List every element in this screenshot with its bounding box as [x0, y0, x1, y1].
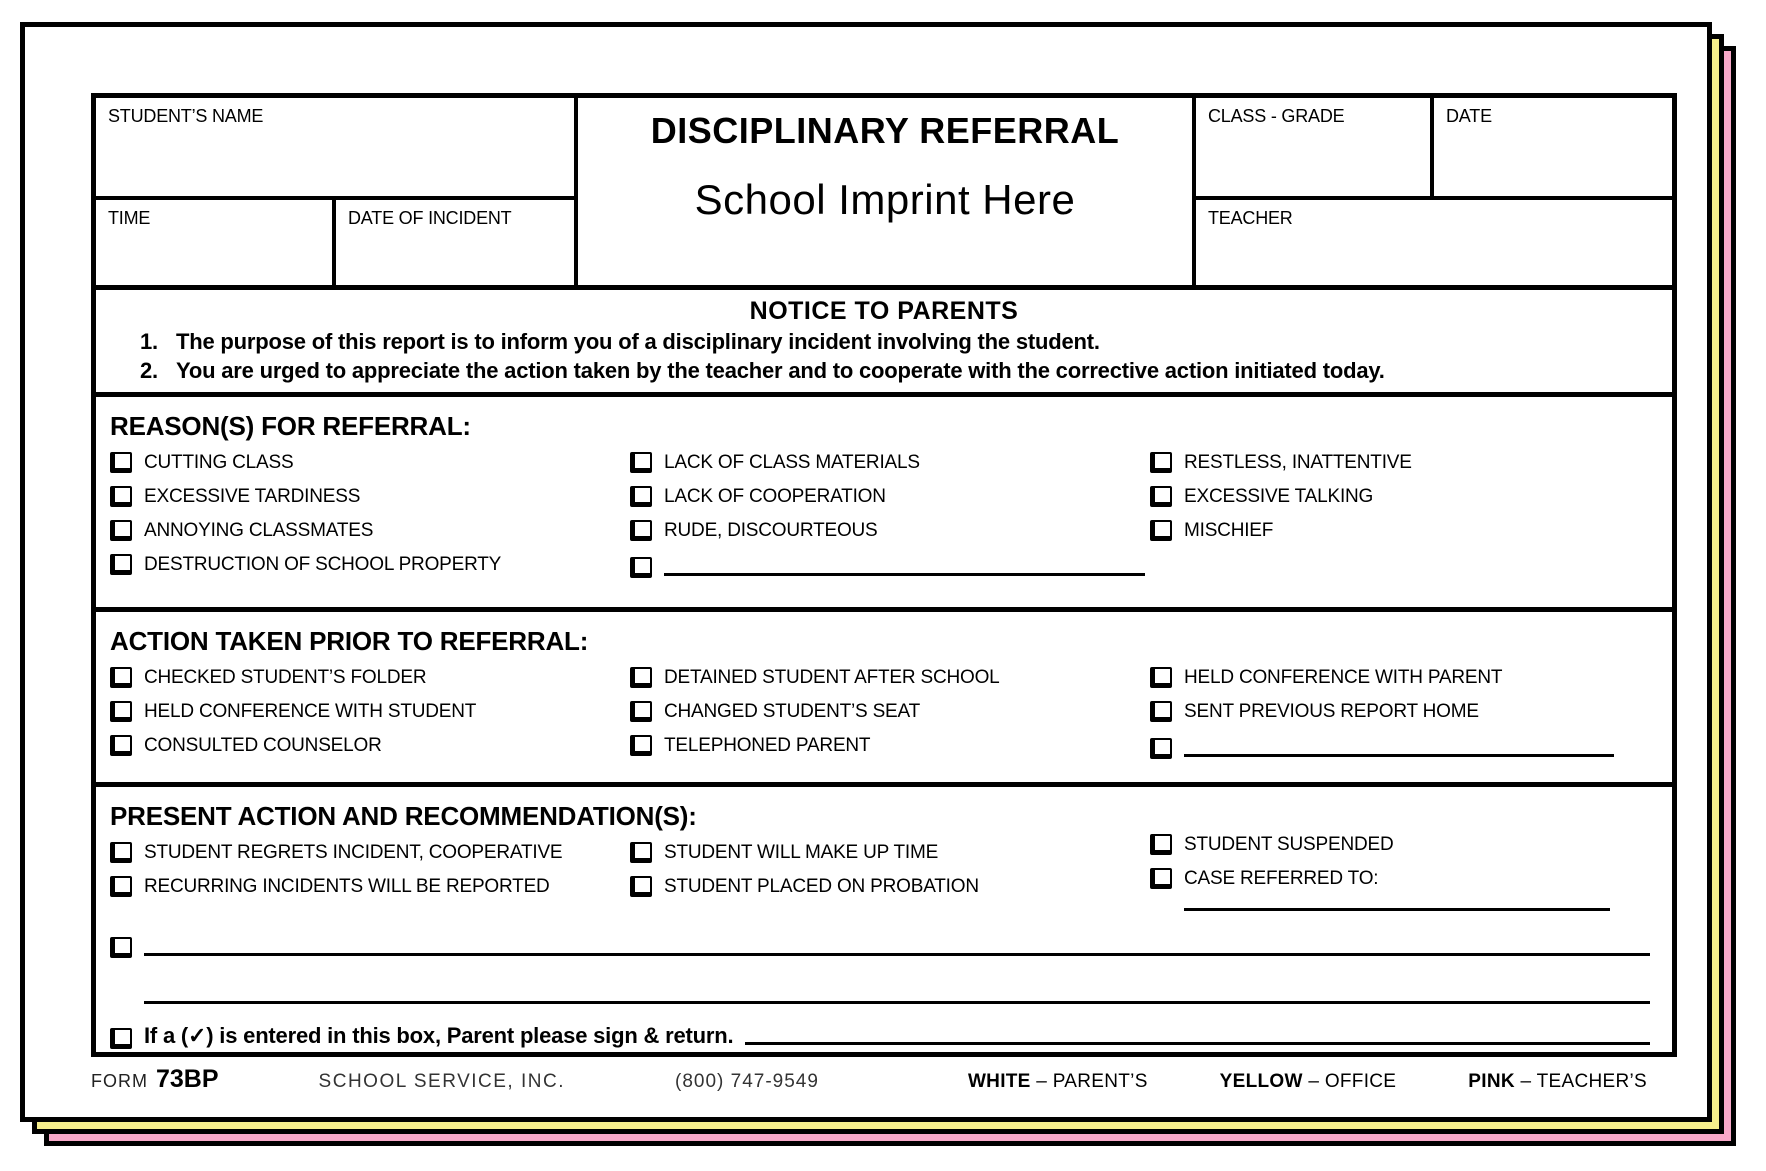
reasons-section — [96, 397, 1672, 612]
checkbox-icon[interactable] — [1150, 452, 1172, 473]
reason-label: CUTTING CLASS — [144, 451, 294, 473]
copy-color: YELLOW — [1219, 1071, 1303, 1092]
checkbox-icon[interactable] — [1150, 868, 1172, 889]
reason-other — [630, 551, 1145, 578]
notice-item-2-text: You are urged to appreciate the action taken by the teacher and to cooperate with the corrective action initiated today. — [176, 358, 1385, 383]
reason-restless-inattentive — [1150, 449, 1665, 476]
class-grade-label: CLASS - GRADE — [1208, 106, 1345, 126]
copy-recipient: PARENT’S — [1052, 1071, 1148, 1092]
checkbox-icon[interactable] — [110, 667, 132, 688]
present-student-suspended — [1150, 831, 1665, 858]
reason-label: RUDE, DISCOURTEOUS — [664, 519, 878, 541]
present-label: STUDENT REGRETS INCIDENT, COOPERATIVE — [144, 841, 563, 863]
checkbox-icon[interactable] — [630, 557, 652, 578]
action-label: DETAINED STUDENT AFTER SCHOOL — [664, 666, 1000, 688]
present-action-section — [96, 787, 1672, 1054]
action-label: CHANGED STUDENT’S SEAT — [664, 700, 920, 722]
notice-item-2-number: 2. — [140, 358, 158, 383]
student-name-label: STUDENT’S NAME — [108, 106, 264, 126]
present-placed-probation — [630, 873, 1145, 900]
parent-sign-row — [110, 1023, 1650, 1049]
action-other — [1150, 732, 1665, 759]
reason-annoying-classmates — [110, 517, 625, 544]
form-number: 73BP — [156, 1065, 219, 1093]
date-field[interactable] — [1434, 98, 1672, 196]
checkbox-icon[interactable] — [630, 452, 652, 473]
header-center-column — [574, 98, 1196, 285]
school-imprint-placeholder: School Imprint Here — [694, 176, 1076, 223]
reason-label: EXCESSIVE TARDINESS — [144, 485, 361, 507]
checkbox-icon[interactable] — [110, 876, 132, 897]
time-date-row — [96, 200, 574, 285]
reason-label: RESTLESS, INATTENTIVE — [1184, 451, 1412, 473]
checkbox-icon[interactable] — [1150, 834, 1172, 855]
checkbox-icon[interactable] — [1150, 520, 1172, 541]
reason-label: LACK OF COOPERATION — [664, 485, 886, 507]
action-conference-student — [110, 698, 625, 725]
date-label: DATE — [1446, 106, 1492, 126]
checkbox-icon[interactable] — [110, 520, 132, 541]
checkbox-icon[interactable] — [110, 735, 132, 756]
present-make-up-time — [630, 839, 1145, 866]
reason-label: EXCESSIVE TALKING — [1184, 485, 1374, 507]
notice-heading: NOTICE TO PARENTS — [749, 297, 1019, 325]
present-label: STUDENT SUSPENDED — [1184, 833, 1394, 855]
action-label: HELD CONFERENCE WITH PARENT — [1184, 666, 1503, 688]
checkbox-icon[interactable] — [1150, 667, 1172, 688]
copy-legend — [968, 1071, 1647, 1093]
action-conference-parent — [1150, 664, 1665, 691]
teacher-field[interactable] — [1196, 200, 1672, 285]
notice-item-1 — [140, 329, 1672, 355]
action-sent-report-home — [1150, 698, 1665, 725]
class-grade-date-row — [1196, 98, 1672, 200]
prior-action-section — [96, 612, 1672, 787]
form-title: DISCIPLINARY REFERRAL — [650, 110, 1120, 151]
form-border-box — [91, 93, 1677, 1057]
action-consulted-counselor — [110, 732, 625, 759]
header-right-column — [1196, 98, 1672, 285]
form-footer — [91, 1065, 1647, 1094]
white-copy-sheet — [20, 22, 1712, 1122]
reason-mischief — [1150, 517, 1665, 544]
copy-color: PINK — [1468, 1071, 1515, 1092]
copy-color: WHITE — [967, 1071, 1031, 1092]
reasons-heading: REASON(S) FOR REFERRAL: — [110, 411, 471, 441]
action-label: SENT PREVIOUS REPORT HOME — [1184, 700, 1479, 722]
notice-to-parents-section — [96, 290, 1672, 397]
reason-cutting-class — [110, 449, 625, 476]
present-action-heading: PRESENT ACTION AND RECOMMENDATION(S): — [110, 801, 697, 831]
reason-label: LACK OF CLASS MATERIALS — [664, 451, 920, 473]
student-name-field[interactable] — [96, 98, 574, 200]
action-changed-seat — [630, 698, 1145, 725]
prior-action-column-1 — [110, 664, 625, 766]
company-name: SCHOOL SERVICE, INC. — [318, 1071, 565, 1092]
prior-action-heading: ACTION TAKEN PRIOR TO REFERRAL: — [110, 626, 589, 656]
phone-number: (800) 747-9549 — [675, 1071, 819, 1092]
date-of-incident-field[interactable] — [336, 200, 574, 285]
reason-label: ANNOYING CLASSMATES — [144, 519, 374, 541]
present-action-column-2 — [630, 839, 1145, 907]
reason-lack-materials — [630, 449, 1145, 476]
copy-white — [968, 1071, 1148, 1093]
copy-recipient: OFFICE — [1324, 1071, 1397, 1092]
action-label: TELEPHONED PARENT — [664, 734, 871, 756]
checkbox-icon[interactable] — [630, 842, 652, 863]
time-label: TIME — [108, 208, 151, 228]
notice-item-2 — [140, 358, 1672, 384]
copy-yellow — [1220, 1071, 1397, 1093]
action-detained-after-school — [630, 664, 1145, 691]
reasons-column-2 — [630, 449, 1145, 585]
present-action-column-3 — [1150, 831, 1665, 911]
parent-signature-line[interactable] — [745, 1042, 1650, 1045]
present-case-referred — [1150, 865, 1665, 892]
notice-item-1-number: 1. — [140, 329, 158, 354]
checkbox-icon[interactable] — [630, 667, 652, 688]
reasons-column-1 — [110, 449, 625, 585]
reason-excessive-tardiness — [110, 483, 625, 510]
reason-excessive-talking — [1150, 483, 1665, 510]
parent-sign-checkbox[interactable] — [110, 1028, 132, 1049]
other-action-line-2[interactable] — [144, 1001, 1650, 1004]
reason-label: MISCHIEF — [1184, 519, 1274, 541]
copy-separator: – — [1308, 1071, 1320, 1092]
copy-separator: – — [1036, 1071, 1048, 1092]
write-in-line[interactable] — [1184, 754, 1614, 757]
date-of-incident-label: DATE OF INCIDENT — [348, 208, 512, 228]
checkbox-icon[interactable] — [630, 701, 652, 722]
present-label: STUDENT PLACED ON PROBATION — [664, 875, 979, 897]
reason-lack-cooperation — [630, 483, 1145, 510]
reason-label: DESTRUCTION OF SCHOOL PROPERTY — [144, 553, 502, 575]
reason-rude-discourteous — [630, 517, 1145, 544]
copy-pink — [1468, 1071, 1647, 1093]
checkbox-icon[interactable] — [630, 520, 652, 541]
write-in-line[interactable] — [664, 573, 1145, 576]
copy-separator: – — [1520, 1071, 1532, 1092]
present-regrets-cooperative — [110, 839, 625, 866]
checkbox-icon[interactable] — [110, 452, 132, 473]
checkbox-icon[interactable] — [630, 735, 652, 756]
action-checked-folder — [110, 664, 625, 691]
other-action-row — [110, 937, 1650, 958]
present-recurring-reported — [110, 873, 625, 900]
copy-recipient: TEACHER’S — [1536, 1071, 1647, 1092]
other-action-line-1[interactable] — [144, 953, 1650, 956]
prior-action-column-2 — [630, 664, 1145, 766]
present-label: STUDENT WILL MAKE UP TIME — [664, 841, 939, 863]
action-label: CHECKED STUDENT’S FOLDER — [144, 666, 427, 688]
present-label: CASE REFERRED TO: — [1184, 867, 1379, 889]
time-field[interactable] — [96, 200, 336, 285]
checkbox-icon[interactable] — [110, 554, 132, 575]
checkbox-icon[interactable] — [1150, 486, 1172, 507]
action-label: HELD CONFERENCE WITH STUDENT — [144, 700, 477, 722]
header-left-column — [96, 98, 574, 285]
checkbox-icon[interactable] — [110, 937, 132, 958]
prior-action-column-3 — [1150, 664, 1665, 766]
case-referred-line[interactable] — [1184, 908, 1610, 911]
checkbox-icon[interactable] — [110, 842, 132, 863]
form-header — [96, 98, 1672, 290]
parent-sign-instruction: If a (✓) is entered in this box, Parent please sign & return. — [144, 1023, 734, 1048]
checkbox-icon[interactable] — [1150, 701, 1172, 722]
notice-item-1-text: The purpose of this report is to inform you of a disciplinary incident involving the student. — [176, 329, 1100, 354]
present-label: RECURRING INCIDENTS WILL BE REPORTED — [144, 875, 550, 897]
footer-left-group — [91, 1065, 819, 1094]
checkbox-icon[interactable] — [630, 876, 652, 897]
class-grade-field[interactable] — [1196, 98, 1434, 196]
reasons-column-3 — [1150, 449, 1665, 551]
reason-destruction-property — [110, 551, 625, 578]
action-telephoned-parent — [630, 732, 1145, 759]
form-label: FORM — [91, 1071, 148, 1091]
teacher-label: TEACHER — [1208, 208, 1293, 228]
checkbox-icon[interactable] — [110, 701, 132, 722]
checkbox-icon[interactable] — [110, 486, 132, 507]
present-action-column-1 — [110, 839, 625, 907]
checkbox-icon[interactable] — [1150, 738, 1172, 759]
action-label: CONSULTED COUNSELOR — [144, 734, 382, 756]
checkbox-icon[interactable] — [630, 486, 652, 507]
